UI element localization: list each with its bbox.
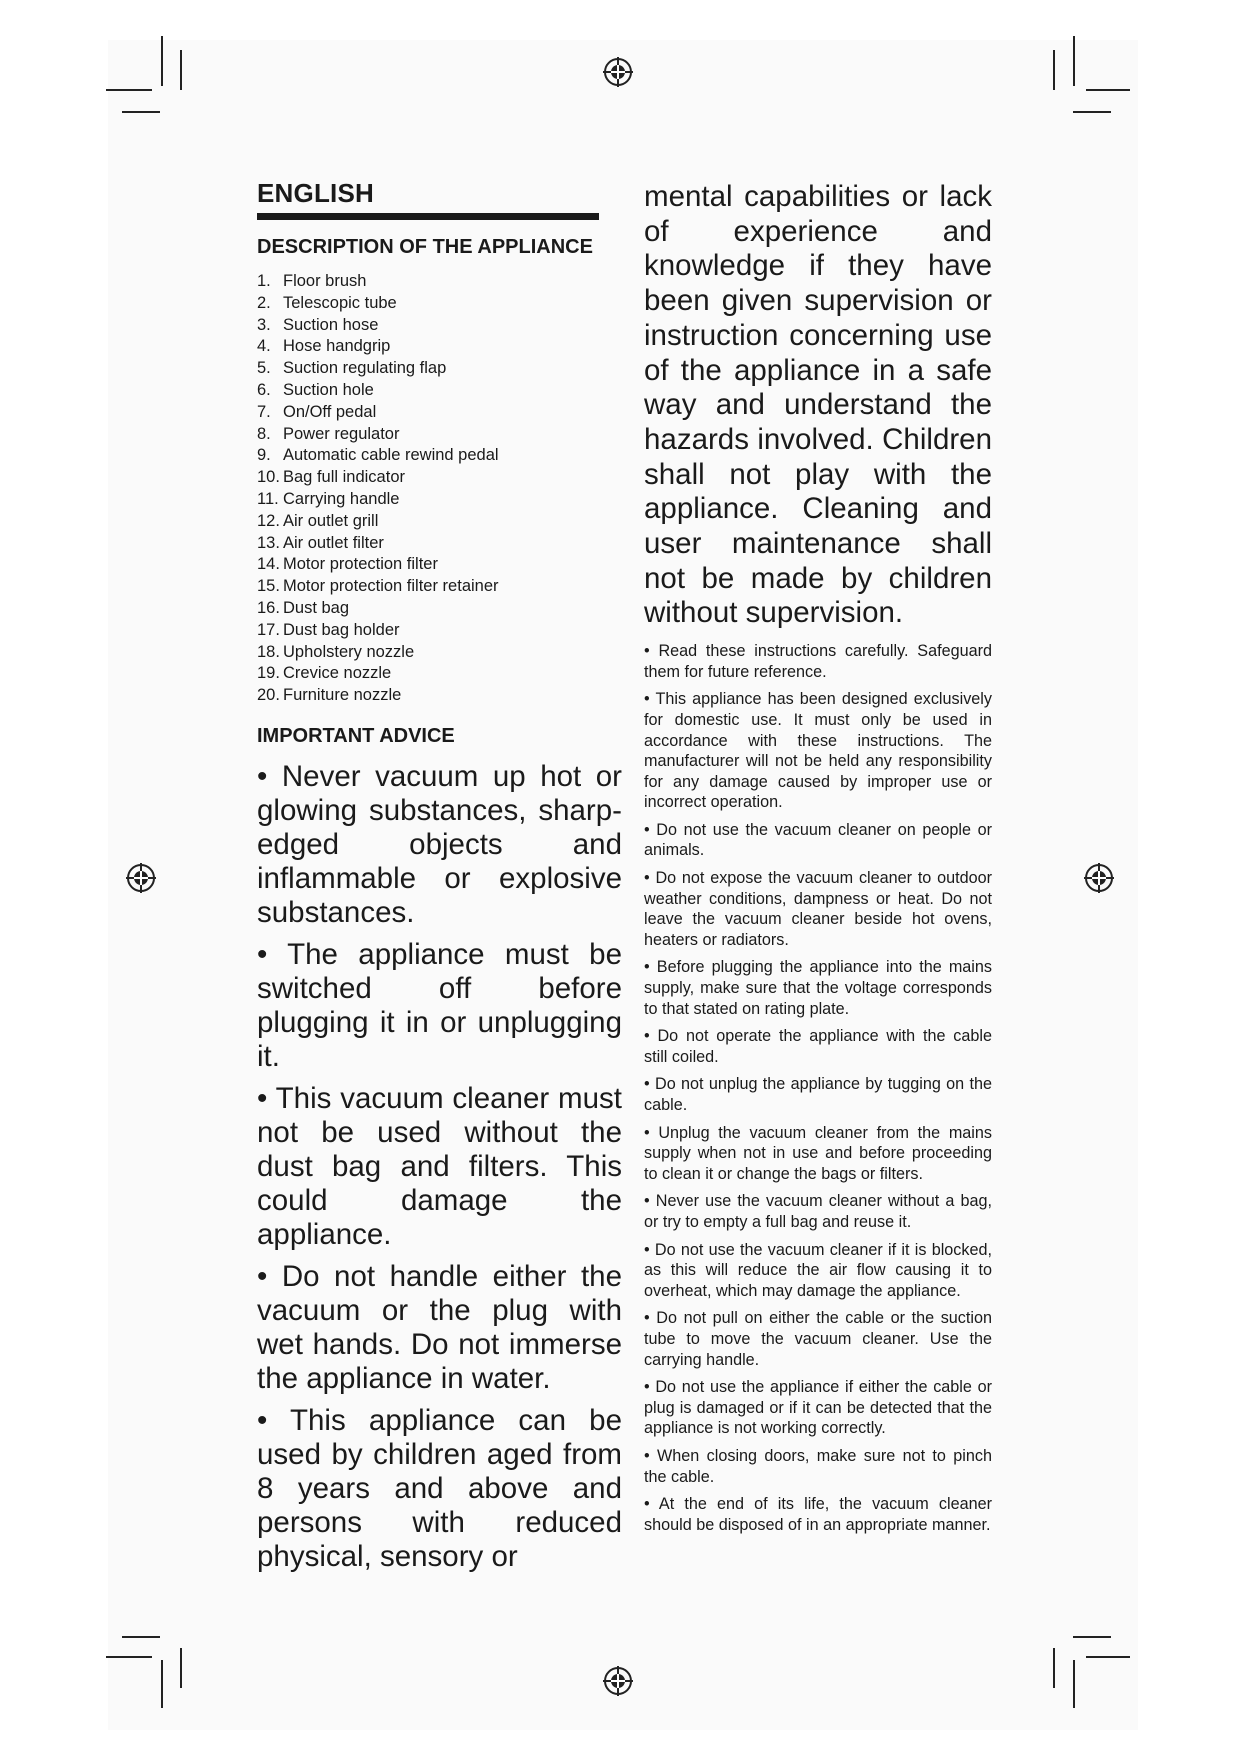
advice-item: • Before plugging the appliance into the mains supply, make sure that the voltage corresponds to that stated on rating plate. bbox=[644, 958, 992, 1018]
list-item: 19. Crevice nozzle bbox=[257, 664, 392, 683]
list-item: 5. Suction regulating flap bbox=[257, 359, 447, 378]
parts-list bbox=[257, 271, 622, 707]
list-item: 13. Air outlet filter bbox=[257, 533, 384, 552]
advice-paragraph: • The appliance must be switched off before plugging it in or unplugging it. bbox=[257, 937, 622, 1073]
registration-mark-icon bbox=[126, 863, 156, 893]
advice-item: • Never use the vacuum cleaner without a bag, or try to empty a full bag and reuse it. bbox=[644, 1192, 992, 1231]
list-item: 6. Suction hole bbox=[257, 380, 374, 399]
advice-item: • Do not pull on either the cable or the suction tube to move the vacuum cleaner. Use the carrying handle. bbox=[644, 1309, 992, 1369]
advice-paragraph: • Do not handle either the vacuum or the plug with wet hands. Do not immerse the appliance in water. bbox=[257, 1259, 622, 1395]
list-item: 2. Telescopic tube bbox=[257, 293, 397, 312]
advice-item: • Do not unplug the appliance by tugging on the cable. bbox=[644, 1075, 992, 1115]
list-item: 8. Power regulator bbox=[257, 424, 400, 443]
advice-heading: IMPORTANT ADVICE bbox=[257, 724, 455, 747]
advice-small-list bbox=[644, 641, 992, 1535]
advice-item: • Do not expose the vacuum cleaner to outdoor weather conditions, dampness or heat. Do not leave the vacuum cleaner beside hot ovens, heaters or radiators. bbox=[644, 869, 992, 949]
advice-continued-paragraph: mental capabilities or lack of experience and knowledge if they have been given supervision or instruction concerning use of the appliance in a safe way and understand the hazards involved. Children shall not play with the appliance. Cleaning and user maintenance shall not be made by children without supervision. bbox=[644, 180, 992, 630]
list-item: 12. Air outlet grill bbox=[257, 511, 379, 530]
list-item: 20. Furniture nozzle bbox=[257, 686, 402, 705]
list-item: 17. Dust bag holder bbox=[257, 620, 400, 639]
advice-item: • Do not use the appliance if either the cable or plug is damaged or if it can be detected that the appliance is not working correctly. bbox=[644, 1378, 992, 1438]
language-heading: ENGLISH bbox=[257, 178, 374, 208]
registration-mark-icon bbox=[603, 1666, 633, 1696]
advice-item: • Do not use the vacuum cleaner if it is blocked, as this will reduce the air flow causing it to overheat, which may damage the appliance. bbox=[644, 1240, 992, 1300]
description-heading: DESCRIPTION OF THE APPLIANCE bbox=[257, 236, 593, 258]
left-column bbox=[257, 178, 622, 1582]
advice-item: • Read these instructions carefully. Safeguard them for future reference. bbox=[644, 642, 992, 681]
heading-rule bbox=[257, 213, 599, 220]
advice-item: • At the end of its life, the vacuum cleaner should be disposed of in an appropriate manner. bbox=[644, 1495, 992, 1534]
list-item: 7. On/Off pedal bbox=[257, 402, 377, 421]
list-item: 4. Hose handgrip bbox=[257, 337, 391, 356]
advice-paragraph: • This appliance can be used by children aged from 8 years and above and persons with reduced physical, sensory or bbox=[257, 1403, 622, 1573]
advice-item: • When closing doors, make sure not to pinch the cable. bbox=[644, 1446, 992, 1486]
list-item: 16. Dust bag bbox=[257, 598, 350, 617]
list-item: 3. Suction hose bbox=[257, 315, 379, 334]
list-item: 18. Upholstery nozzle bbox=[257, 642, 415, 661]
advice-item: • Unplug the vacuum cleaner from the mains supply when not in use and before proceeding to clean it or change the bags or filters. bbox=[644, 1123, 992, 1183]
list-item: 14. Motor protection filter bbox=[257, 555, 438, 574]
registration-mark-icon bbox=[603, 57, 633, 87]
list-item: 1. Floor brush bbox=[257, 272, 367, 290]
advice-large-list bbox=[257, 760, 622, 1574]
advice-item: • This appliance has been designed exclusively for domestic use. It must only be used in accordance with these instructions. The manufacturer will not be held any responsibility for any damage caused by improper use or incorrect operation. bbox=[644, 690, 992, 812]
list-item: 9. Automatic cable rewind pedal bbox=[257, 446, 499, 465]
advice-paragraph: • This vacuum cleaner must not be used without the dust bag and filters. This could damage the appliance. bbox=[257, 1081, 622, 1251]
registration-mark-icon bbox=[1084, 863, 1114, 893]
right-column bbox=[644, 180, 992, 1542]
advice-item: • Do not operate the appliance with the cable still coiled. bbox=[644, 1027, 992, 1066]
advice-item: • Do not use the vacuum cleaner on people or animals. bbox=[644, 820, 992, 860]
list-item: 11. Carrying handle bbox=[257, 489, 400, 508]
list-item: 15. Motor protection filter retainer bbox=[257, 577, 499, 596]
advice-paragraph: • Never vacuum up hot or glowing substances, sharp-edged objects and inflammable or explosive substances. bbox=[257, 759, 622, 929]
list-item: 10. Bag full indicator bbox=[257, 468, 405, 487]
